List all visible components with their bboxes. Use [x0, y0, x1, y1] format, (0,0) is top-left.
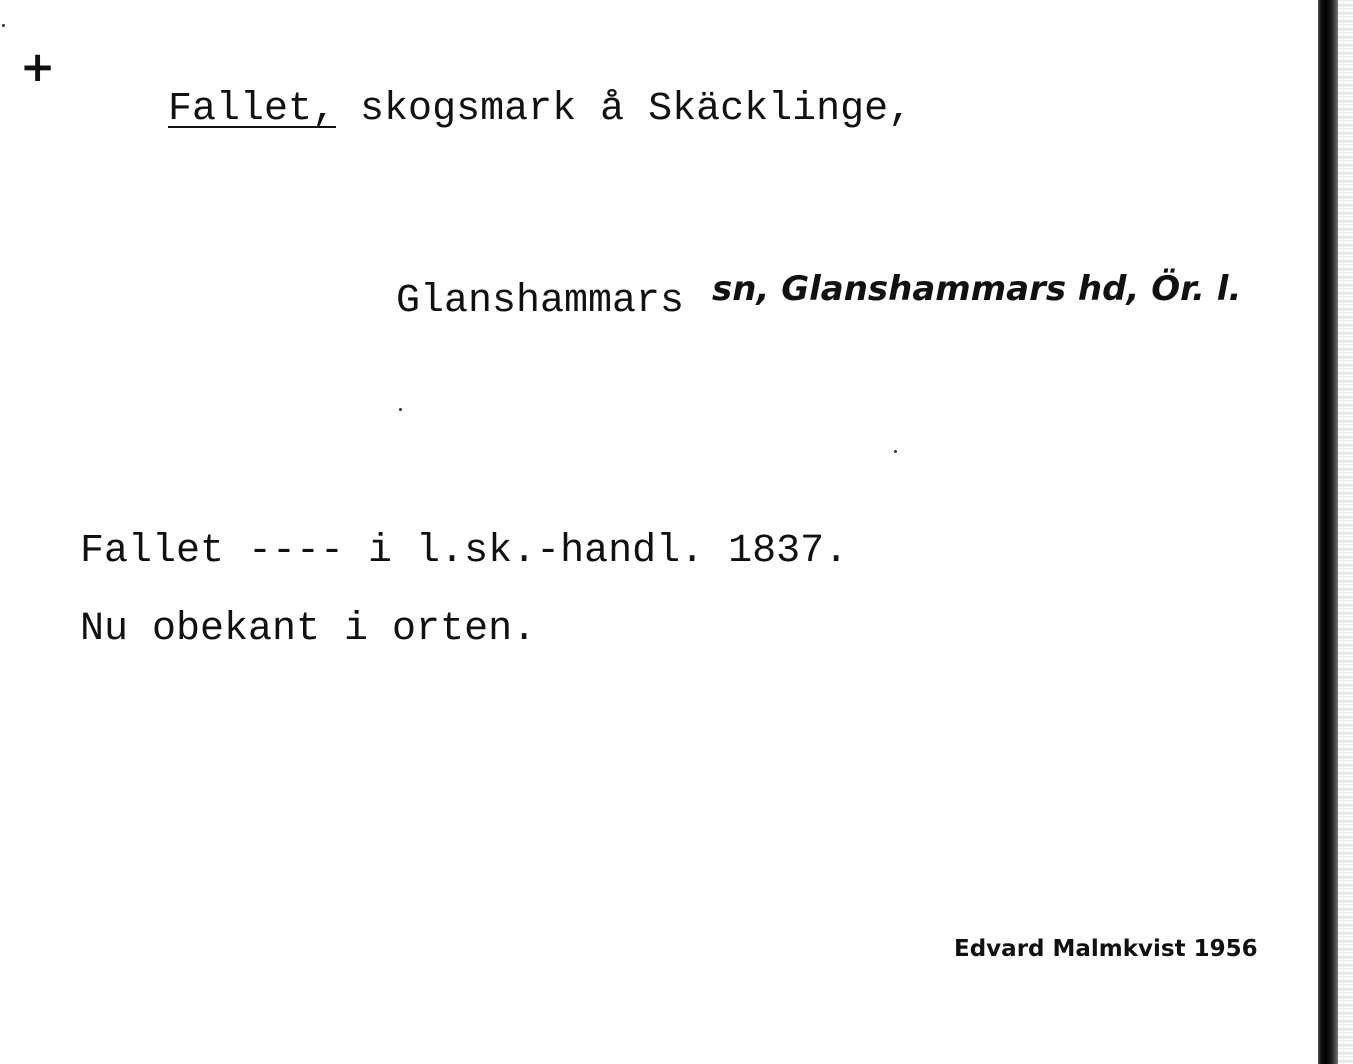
card-edge-texture: [1338, 0, 1353, 1064]
deceased-cross-mark: +: [20, 42, 56, 91]
body-line-1: Fallet ---- i l.sk.-handl. 1837.: [80, 529, 849, 574]
parish-typed: Glanshammars: [396, 279, 685, 324]
headword: Fallet,: [168, 87, 337, 132]
card-heading: [72, 50, 912, 170]
body-line-2: Nu obekant i orten.: [80, 607, 537, 652]
card-edge-shadow: [1318, 0, 1338, 1064]
district-stamp: sn, Glanshammars hd, Ör. l.: [712, 269, 1242, 309]
heading-description: skogsmark å Skäcklinge,: [336, 87, 913, 132]
speck: [2, 24, 5, 27]
signature-stamp: Edvard Malmkvist 1956: [954, 936, 1258, 962]
speck: [894, 450, 897, 453]
speck: [399, 408, 402, 411]
